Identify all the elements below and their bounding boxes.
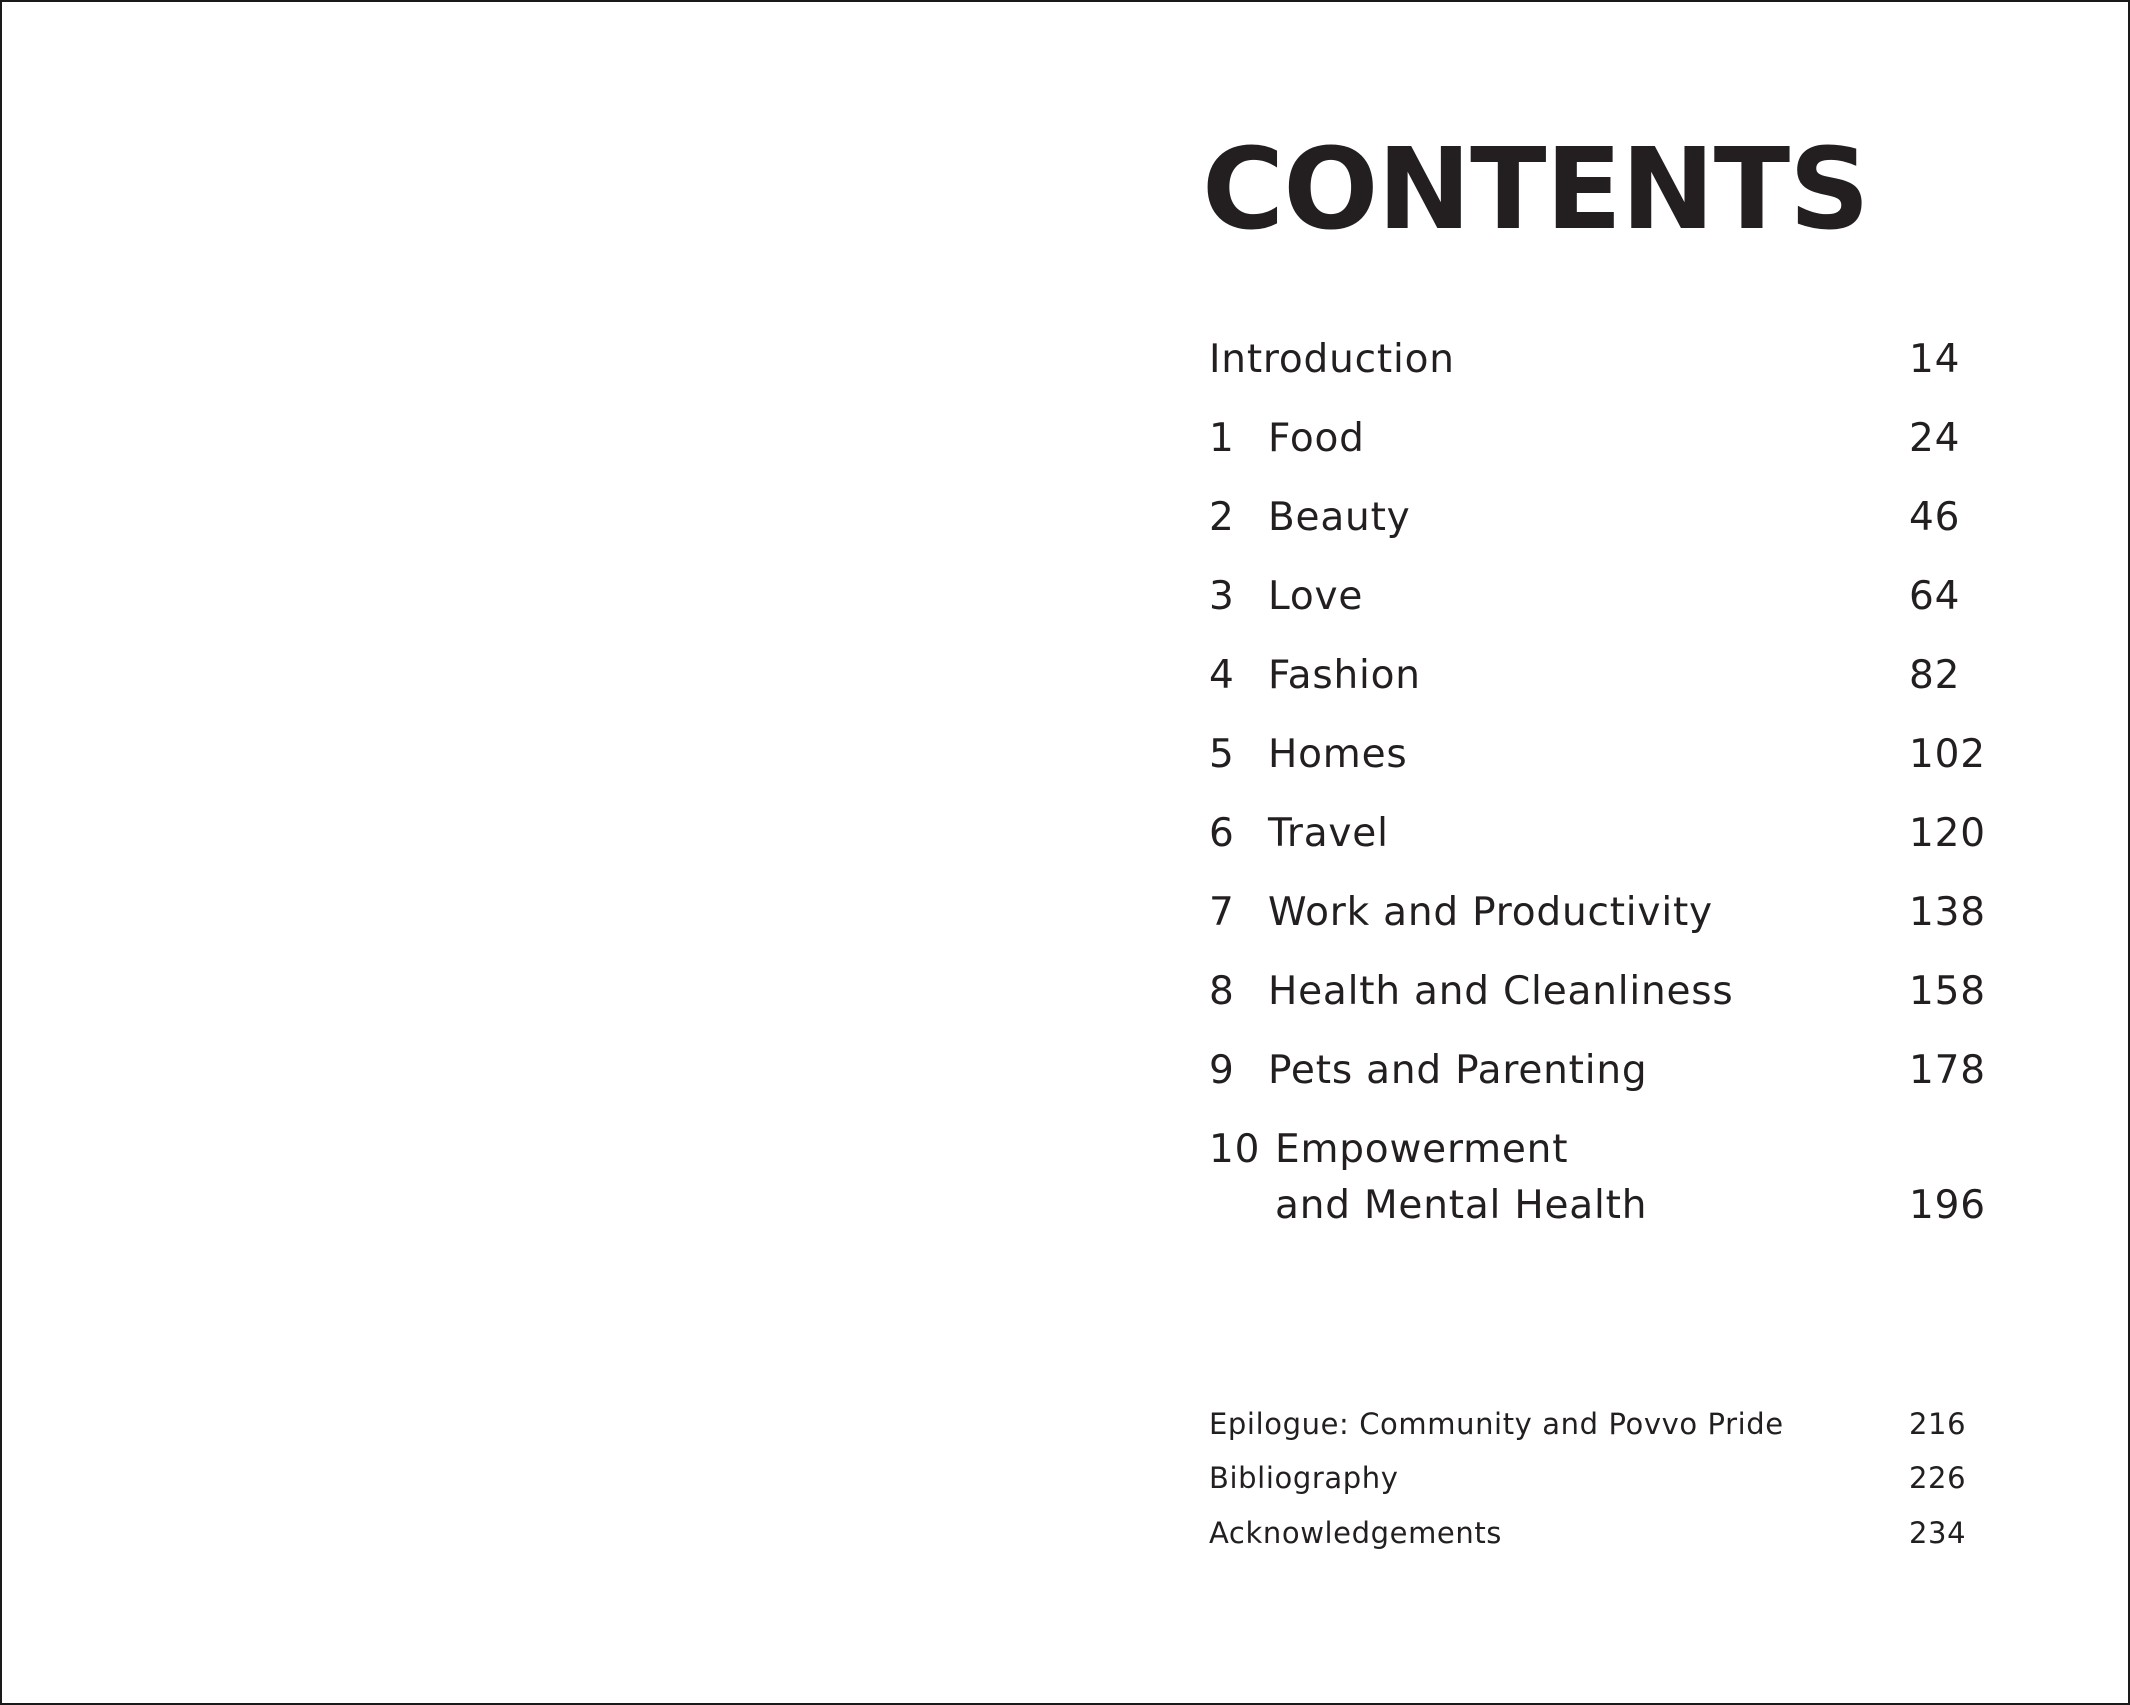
toc-entry-epilogue <box>1209 1402 1989 1446</box>
toc-entry-label: Food <box>1268 416 1365 461</box>
toc-entry-acknowledgements <box>1209 1511 1989 1555</box>
toc-entry-page: 102 <box>1909 732 1986 777</box>
toc-entry-label: Empowerment <box>1275 1127 1569 1172</box>
toc-entry-label: Love <box>1268 574 1364 619</box>
toc-entry-label: Beauty <box>1268 495 1411 540</box>
page-title: CONTENTS <box>1202 125 1869 255</box>
toc-chapter-number: 1 <box>1209 416 1235 461</box>
toc-entry-page: 216 <box>1909 1407 1967 1441</box>
toc-entry-label: Introduction <box>1209 337 1455 382</box>
toc-entry-page: 24 <box>1909 416 1961 461</box>
toc-chapter-number: 2 <box>1209 495 1235 540</box>
toc-entry-chapter-5 <box>1209 725 1989 785</box>
toc-entry-label: Bibliography <box>1209 1461 1399 1495</box>
toc-entry-chapter-1 <box>1209 409 1989 469</box>
toc-entry-label: Acknowledgements <box>1209 1516 1503 1550</box>
toc-entry-page: 234 <box>1909 1516 1967 1550</box>
toc-entry-page: 82 <box>1909 653 1961 698</box>
toc-entry-chapter-7 <box>1209 883 1989 943</box>
toc-entry-page: 196 <box>1909 1183 1986 1228</box>
toc-entry-page: 138 <box>1909 890 1986 935</box>
toc-entry-page: 226 <box>1909 1461 1967 1495</box>
toc-entry-chapter-2 <box>1209 488 1989 548</box>
toc-chapter-number: 9 <box>1209 1048 1235 1093</box>
toc-entry-label: Health and Cleanliness <box>1268 969 1734 1014</box>
toc-chapter-number: 7 <box>1209 890 1235 935</box>
toc-entry-page: 120 <box>1909 811 1986 856</box>
toc-entry-label: Travel <box>1268 811 1389 856</box>
toc-entry-label: Fashion <box>1268 653 1421 698</box>
toc-entry-chapter-6 <box>1209 804 1989 864</box>
toc-entry-page: 64 <box>1909 574 1961 619</box>
toc-chapter-number: 5 <box>1209 732 1235 777</box>
toc-entry-page: 46 <box>1909 495 1961 540</box>
toc-entry-chapter-8 <box>1209 962 1989 1022</box>
toc-entry-chapter-4 <box>1209 646 1989 706</box>
toc-chapter-number: 4 <box>1209 653 1235 698</box>
toc-chapter-number: 8 <box>1209 969 1235 1014</box>
toc-entry-page: 14 <box>1909 337 1961 382</box>
toc-entry-bibliography <box>1209 1456 1989 1500</box>
toc-chapter-number: 3 <box>1209 574 1235 619</box>
toc-chapter-number: 10 <box>1209 1127 1261 1172</box>
toc-chapter-number: 6 <box>1209 811 1235 856</box>
toc-entry-label: Pets and Parenting <box>1268 1048 1648 1093</box>
toc-entry-chapter-9 <box>1209 1041 1989 1101</box>
toc-entry-label: Homes <box>1268 732 1408 777</box>
toc-entry-label: Work and Productivity <box>1268 890 1713 935</box>
toc-entry-chapter-3 <box>1209 567 1989 627</box>
toc-entry-label: Epilogue: Community and Povvo Pride <box>1209 1407 1784 1441</box>
toc-entry-chapter-10 <box>1209 1120 1989 1236</box>
toc-entry-label-continued: and Mental Health <box>1275 1183 1648 1228</box>
toc-entry-page: 178 <box>1909 1048 1986 1093</box>
toc-entry-page: 158 <box>1909 969 1986 1014</box>
toc-entry-introduction <box>1209 330 1989 390</box>
